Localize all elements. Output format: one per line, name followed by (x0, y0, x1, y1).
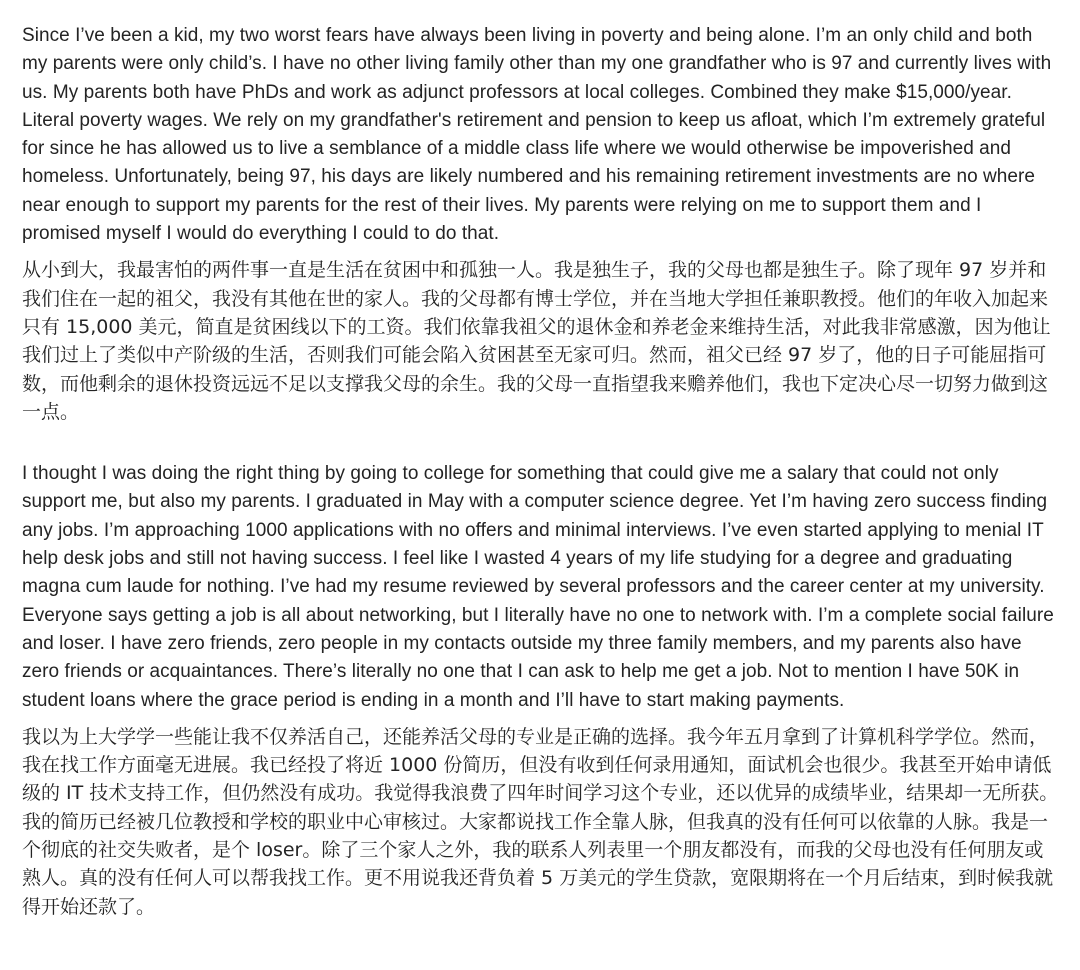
paragraph-2-chinese: 我以为上大学学一些能让我不仅养活自己，还能养活父母的专业是正确的选择。我今年五月拿到了计算机科学学位。然而，我在找工作方面毫无进展。我已经投了将近 1000 份简历，但没有收到任何录用通知，面试机会也很少。我甚至开始申请低级的 IT 技术支持工作，但仍然没有成功。我觉得我浪费了四年时间学习这个专业，还以优异的成绩毕业，结果却一无所获。我的简历已经被几位教授和学校的职业中心审核过。大家都说找工作全靠人脉，但我真的没有任何可以依靠的人脉。我是一个彻底的社交失败者，是个 loser。除了三个家人之外，我的联系人列表里一个朋友都没有，而我的父母也没有任何朋友或熟人。真的没有任何人可以帮我找工作。更不用说我还背负着 5 万美元的学生贷款，宽限期将在一个月后结束，到时候我就得开始还款了。 (22, 725, 1059, 918)
paragraph-1-english: Since I’ve been a kid, my two worst fears have always been living in poverty and being alone. I’m an only child and both my parents were only child’s. I have no other living family other than my one grandfather who is 97 and currently lives with us. My parents both have PhDs and work as adjunct professors at local colleges. Combined they make $15,000/year. Literal poverty wages. We rely on my grandfather's retirement and pension to keep us afloat, which I’m extremely grateful for since he has allowed us to live a semblance of a middle class life where we would otherwise be impoverished and homeless. Unfortunately, being 97, his days are likely numbered and his remaining retirement investments are no where near enough to support my parents for the rest of their lives. My parents were relying on me to support them and I promised myself I would do everything I could to do that. (22, 25, 1052, 245)
paragraph-2-english: I thought I was doing the right thing by going to college for something that could give me a salary that could not only support me, but also my parents. I graduated in May with a computer science degree. Yet I’m having zero success finding any jobs. I’m approaching 1000 applications with no offers and minimal interviews. I’ve even started applying to menial IT help desk jobs and still not having success. I feel like I wasted 4 years of my life studying for a degree and graduating magna cum laude for nothing. I’ve had my resume reviewed by several professors and the career center at my university. Everyone says getting a job is all about networking, but I literally have no one to network with. I’m a complete social failure and loser. I have zero friends, zero people in my contacts outside my three family members, and my parents also have zero friends or acquaintances. There’s literally no one that I can ask to help me get a job. Not to mention I have 50K in student loans where the grace period is ending in a month and I’ll have to start making payments. (22, 463, 1054, 711)
paragraph-1-chinese: 从小到大，我最害怕的两件事一直是生活在贫困中和孤独一人。我是独生子，我的父母也都是独生子。除了现年 97 岁并和我们住在一起的祖父，我没有其他在世的家人。我的父母都有博士学位，并在当地大学担任兼职教授。他们的年收入加起来只有 15,000 美元，简直是贫困线以下的工资。我们依靠我祖父的退休金和养老金来维持生活，对此我非常感激，因为他让我们过上了类似中产阶级的生活，否则我们可能会陷入贫困甚至无家可归。然而，祖父已经 97 岁了，他的日子可能屈指可数，而他剩余的退休投资远远不足以支撑我父母的余生。我的父母一直指望我来赡养他们，我也下定决心尽一切努力做到这一点。 (22, 259, 1051, 423)
document-body (22, 22, 1062, 921)
